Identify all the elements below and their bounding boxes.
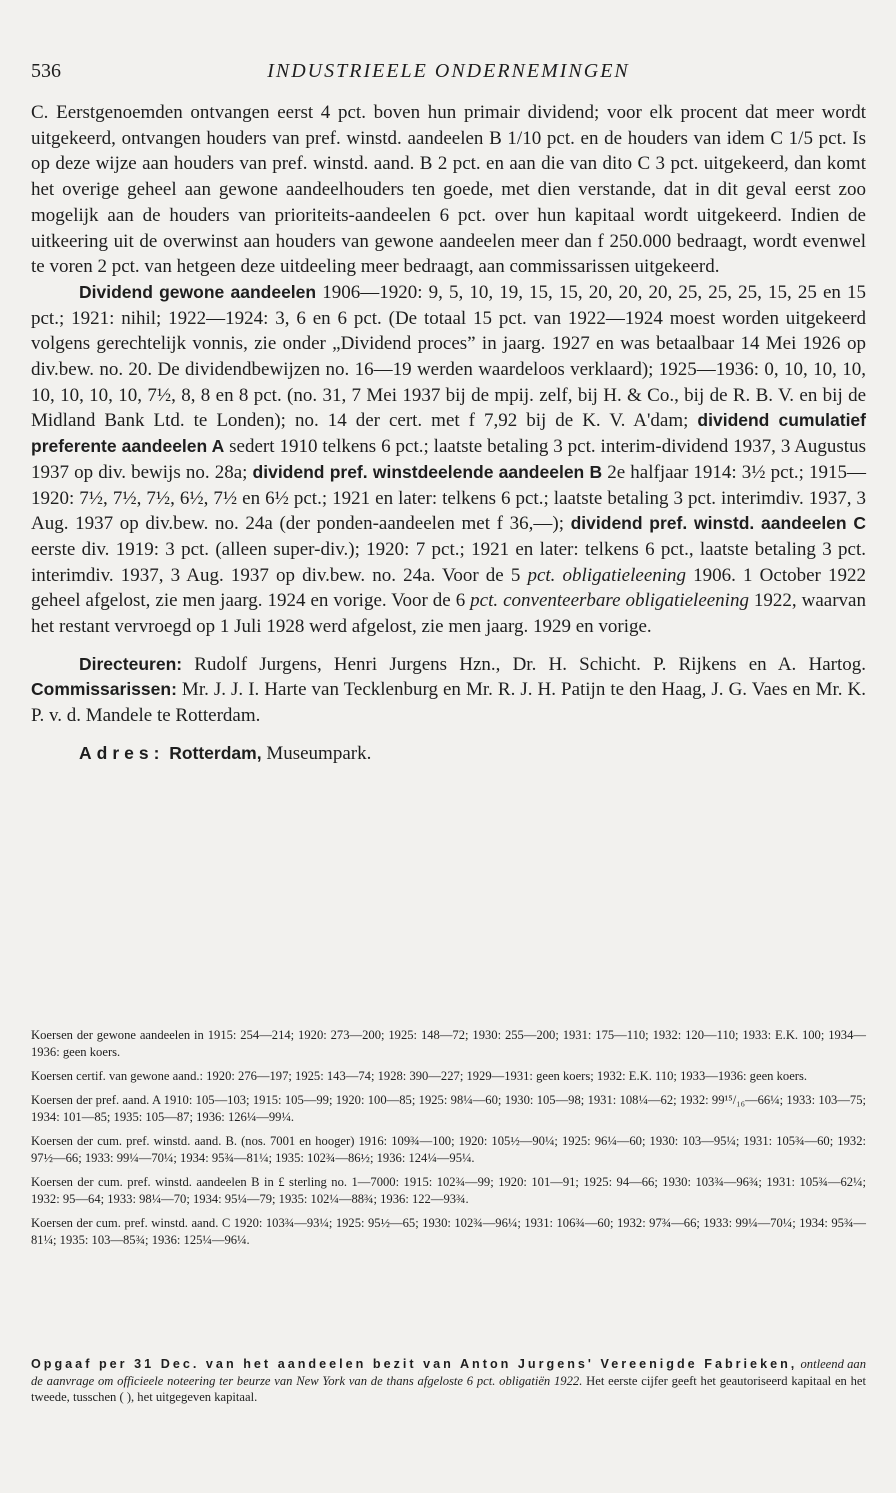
quote-item: Koersen der cum. pref. winstd. aand. C 1920: 103¾—93¼; 1925: 95½—65; 1930: 102¾—96¼; 1931: 106¾—60; 1932: 97¾—66; 1933: 99¼—70¼; 1934: 95¾—81¼; 1935: 103—85¾; 1936: 125¼—96¼.	[31, 1216, 866, 1247]
directors-paragraph	[31, 652, 866, 729]
dividend-pref-b-label: dividend pref. winstdeelende aandeelen B	[252, 461, 603, 482]
directeuren-text: Rudolf Jurgens, Henri Jurgens Hzn., Dr. H. Schicht. P. Rijkens en A. Hartog.	[182, 653, 866, 675]
address-paragraph	[31, 741, 866, 767]
adres-city: Rotterdam,	[169, 742, 262, 763]
footnote-label: Opgaaf per 31 Dec. van het aandeelen bezit van Anton Jurgens' Vereenigde Fabrieken,	[31, 1357, 798, 1371]
footnote	[31, 1356, 866, 1406]
dividend-paragraph	[31, 280, 866, 640]
footnote-italic: ontleend aan de aanvrage om officieele noteering ter beurze van New York van de thans afgeloste 6 pct. obligatiën 1922.	[31, 1357, 866, 1388]
quote-item: Koersen der cum. pref. winstd. aandeelen B in £ sterling no. 1—7000: 1915: 102¾—99; 1920: 101—91; 1925: 94—66; 1930: 103¾—96¾; 1931: 105¾—62¼; 1932: 95—64; 1933: 98¼—70; 1934: 95¼—79; 1935: 102¼—88¾; 1936: 122—93¾.	[31, 1175, 866, 1206]
main-text	[31, 100, 866, 767]
adres-street: Museumpark.	[261, 742, 372, 764]
quotes-section	[31, 1027, 866, 1256]
obligatieleening-5-text: 1906. 1 October 1922 geheel afgelost, zie men jaarg. 1924 en vorige. Voor de 6	[31, 564, 866, 612]
quote-item: Koersen der pref. aand. A 1910: 105—103; 1915: 105—99; 1920: 100—85; 1925: 98¼—60; 1930: 105—98; 1931: 108¼—62; 1932: 99¹⁵/₁₆—66¼; 1933: 103—75; 1934: 101—85; 1935: 105—87; 1936: 126¼—99¼.	[31, 1093, 866, 1124]
dividend-pref-a-text: sedert 1910 telkens 6 pct.; laatste betaling 3 pct. interim-dividend 1937, 3 Augustus 1937 op div. bewijs no. 28a;	[31, 436, 866, 483]
commissarissen-text: Mr. J. J. I. Harte van Tecklenburg en Mr. R. J. H. Patijn te den Haag, J. G. Vaes en Mr. K. P. v. d. Mandele te Rotterdam.	[31, 679, 866, 727]
directeuren-label: Directeuren:	[79, 653, 183, 674]
running-title: INDUSTRIEELE ONDERNEMINGEN	[267, 60, 630, 82]
paragraph-c: C. Eerstgenoemden ontvangen eerst 4 pct. boven hun primair dividend; voor elk procent dat meer wordt uitgekeerd, ontvangen houders van pref. winstd. aandeelen B 1/10 pct. en de houders van idem C 1/5 pct. Is op deze wijze aan houders van pref. winstd. aand. B 2 pct. en aan die van dito C 3 pct. uitgekeerd, dan komt het overige geheel aan gewone aandeelhouders ten goede, met dien verstande, dat in dit geval eerst zoo mogelijk aan de houders van prioriteits-aandeelen 6 pct. over hun kapitaal wordt uitgekeerd. Indien de uitkeering uit de overwinst aan houders van gewone aandeelen meer dan f 250.000 bedraagt, wordt evenwel te voren 2 pct. van hetgeen deze uitdeeling meer bedraagt, aan commissarissen uitgekeerd.	[31, 102, 866, 278]
obligatieleening-5-label: pct. obligatieleening	[527, 564, 687, 586]
adres-label: Adres:	[79, 742, 165, 763]
obligatieleening-6-text: 1922, waarvan het restant vervroegd op 1 Juli 1928 werd afgelost, zie men jaarg. 1929 en vorige.	[31, 590, 866, 638]
dividend-pref-c-label: dividend pref. winstd. aandeelen C	[570, 513, 866, 534]
commissarissen-label: Commissarissen:	[31, 679, 177, 700]
quote-item: Koersen der gewone aandeelen in 1915: 254—214; 1920: 273—200; 1925: 148—72; 1930: 255—200; 1931: 175—110; 1932: 120—110; 1933: E.K. 100; 1934—1936: geen koers.	[31, 1028, 866, 1059]
dividend-gewone-label: Dividend gewone aandeelen	[79, 281, 317, 302]
page-number: 536	[31, 60, 61, 82]
obligatieleening-6-label: pct. conventeerbare obligatieleening	[470, 590, 749, 612]
quote-item: Koersen der cum. pref. winstd. aand. B. (nos. 7001 en hooger) 1916: 109¾—100; 1920: 105½—90¼; 1925: 96¼—60; 1930: 103—95¼; 1931: 105¾—60; 1932: 97½—66; 1933: 99¼—70¼; 1934: 95¾—81¼; 1935: 102¾—86½; 1936: 124¼—95¼.	[31, 1134, 866, 1165]
page-header	[31, 60, 866, 88]
footnote-text: Het eerste cijfer geeft het geautoriseerd kapitaal en het tweede, tusschen ( ), het uitgegeven kapitaal.	[31, 1373, 867, 1404]
dividend-pref-a-label: dividend cumulatief preferente aandeelen A	[31, 410, 866, 457]
dividend-gewone-text: 1906—1920: 9, 5, 10, 19, 15, 15, 20, 20, 20, 25, 25, 25, 15, 25 en 15 pct.; 1921: nihil; 1922—1924: 3, 6 en 6 pct. (De totaal 15 pct. van 1922—1924 moest worden uitgekeerd volgens gerechtelijk vonnis, zie onder „Dividend proces” in jaarg. 1927 en was betaalbaar 14 Mei 1926 op div.bew. no. 20. De dividendbewijzen no. 16—19 werden waardeloos verklaard); 1925—1936: 0, 10, 10, 10, 10, 10, 10, 10, 7½, 8, 8 en 8 pct. (no. 31, 7 Mei 1937 bij de mpij. zelf, bij H. & Co., bij de R. B. V. en bij de Midland Bank Ltd. te Londen); no. 14 der cert. met f 7,92 bij de K. V. A'dam;	[31, 281, 866, 432]
dividend-pref-c-text: eerste div. 1919: 3 pct. (alleen super-div.); 1920: 7 pct.; 1921 en later: telkens 6 pct., laatste betaling 3 pct. interimdiv. 1937, 3 Aug. 1937 op div.bew. no. 24a. Voor de 5	[31, 538, 866, 586]
quote-item: Koersen certif. van gewone aand.: 1920: 276—197; 1925: 143—74; 1928: 390—227; 1929—1931: geen koers; 1932: E.K. 110; 1933—1936: geen koers.	[31, 1069, 808, 1083]
dividend-pref-b-text: 2e halfjaar 1914: 3½ pct.; 1915—1920: 7½, 7½, 7½, 6½, 7½ en 6½ pct.; 1921 en later: telkens 6 pct.; laatste betaling 3 pct. interimdiv. 1937, 3 Aug. 1937 op div.bew. no. 24a (der ponden-aandeelen met f 36,—);	[31, 461, 867, 535]
